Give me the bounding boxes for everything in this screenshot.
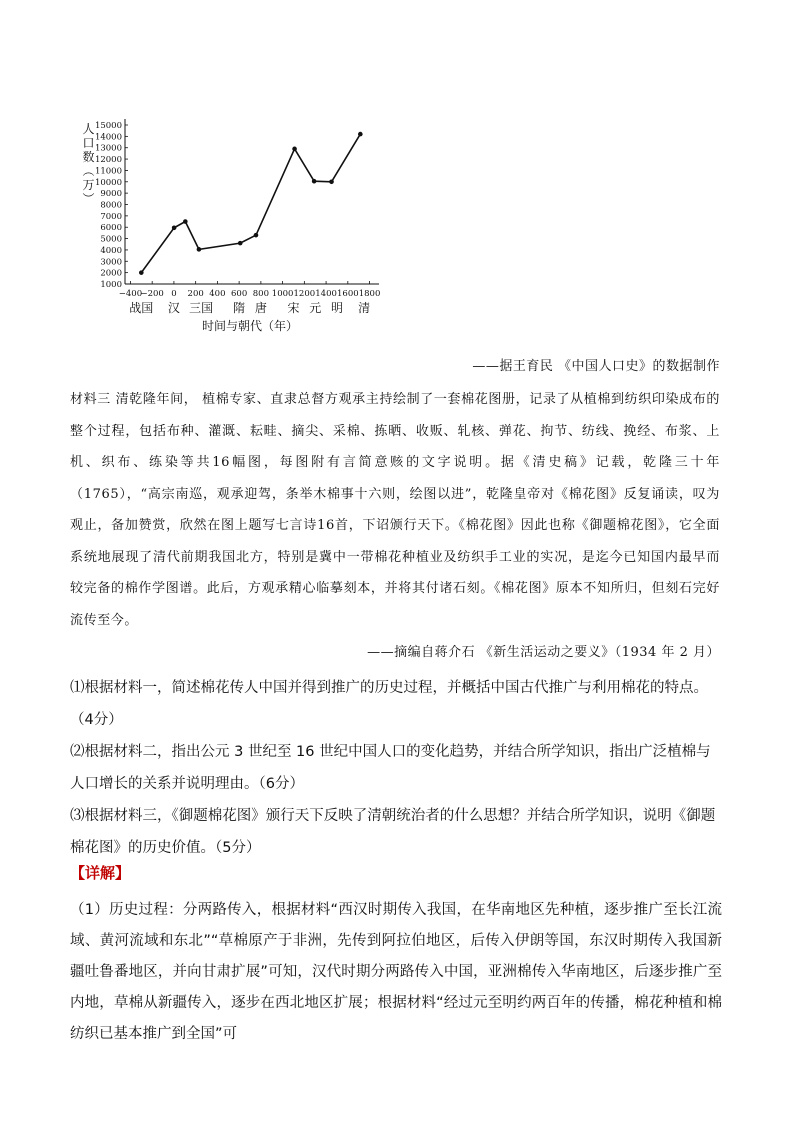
x-tick-label: 1800 (358, 289, 381, 299)
dynasty-label: 宋 (287, 301, 300, 315)
population-chart (70, 110, 400, 345)
y-tick-label: 1000 (100, 280, 122, 290)
chart-axes (125, 119, 379, 284)
population-line-chart (70, 110, 400, 345)
dynasty-label: 战国 (129, 301, 154, 315)
y-tick-label: 9000 (100, 189, 122, 200)
question-2: ⑵根据材料二，指出公元 3 世纪至 16 世纪中国人口的变化趋势，并结合所学知识，指出广泛植棉与人口增长的关系并说明理由。（6分） (70, 744, 711, 792)
y-tick-label: 6000 (100, 223, 122, 234)
analysis-body (70, 895, 722, 1050)
material-three: 材料三 清乾隆年间， 植棉专家、直隶总督方观承主持绘制了一套棉花图册，记录了从植棉到纺织印染成布的整个过程，包括布种、灌溉、耘畦、摘尖、采棉、拣晒、收贩、轧核、弹花、拘节、纺线、挽经、布浆、上机、织布、练染等共16幅图，每图附有言简意赅的文字说明。据《清史稿》记载，乾隆三十年（1765），“高宗南巡，观承迎驾，条举木棉事十六则，绘图以进”，乾隆皇帝对《棉花图》反复诵读，叹为观止，备加赞赏，欣然在图上题写七言诗16首，下诏颁行天下。《棉花图》因此也称《御题棉花图》，它全面系统地展现了清代前期我国北方，特别是冀中一带棉花种植业及纺织手工业的实况，是迄今已知国内最早而较完备的棉作学图谱。此后，方观承精心临摹刻本，并将其付诸石刻。《棉花图》原本不知所归，但刻石完好流传至今。 (70, 392, 720, 628)
chart-series (139, 132, 363, 275)
y-tick-label: 5000 (100, 234, 122, 245)
analysis-heading: 【详解】 (70, 864, 131, 882)
dynasty-label: 隋 (233, 301, 246, 315)
data-point (183, 219, 188, 224)
x-tick-label: 800 (252, 289, 269, 299)
x-tick-label: 1200 (293, 289, 316, 299)
data-point (139, 270, 144, 275)
y-tick-label: 3000 (100, 257, 122, 268)
y-tick-label: 10000 (94, 177, 122, 188)
question-1: ⑴根据材料一，简述棉花传人中国并得到推广的历史过程，并概括中国古代推广与利用棉花的特点。（4分） (70, 680, 708, 728)
data-point (172, 225, 177, 230)
dynasty-label: 汉 (167, 301, 180, 315)
x-tick-label: 1600 (337, 289, 359, 299)
material-source: ——摘编自蒋介石 《新生活运动之要义》（1934 年 2 月） (367, 645, 720, 660)
x-axis-label: 时间与朝代（年） (201, 319, 299, 333)
analysis-paragraph: （1）历史过程：分两路传入，根据材料“西汉时期传入我国，在华南地区先种植，逐步推广至长江流域、黄河流域和东北”“草棉原产于非洲，先传到阿拉伯地区，后传入伊朗等国，东汉时期传入我国新疆吐鲁番地区，并向甘肃扩展”可知，汉代时期分两路传入中国，亚洲棉传入华南地区，后逐步推广至内地，草棉从新疆传入，逐步在西北地区扩展；根据材料“经过元至明约两百年的传播，棉花种植和棉纺织已基本推广到全国”可 (70, 902, 722, 1042)
chart-source: ——据王育民 《中国人口史》的数据制作 (472, 359, 720, 374)
question-3: ⑶根据材料三，《御题棉花图》颁行天下反映了清朝统治者的什么思想？并结合所学知识，说明《御题棉花图》的历史价值。（5分） (70, 808, 716, 856)
y-tick-label: 13000 (94, 143, 122, 154)
data-point (238, 241, 243, 246)
dynasty-label: 明 (330, 301, 343, 315)
x-tick-label: −200 (140, 289, 164, 299)
y-tick-label: 12000 (94, 155, 122, 166)
y-tick-label: 11000 (94, 166, 122, 177)
chart-ticks (95, 121, 380, 315)
dynasty-label: 清 (358, 301, 371, 315)
y-tick-label: 7000 (100, 211, 122, 222)
x-tick-label: 200 (187, 289, 204, 299)
x-tick-label: 1400 (315, 289, 337, 299)
y-tick-label: 14000 (94, 132, 122, 143)
population-series-line (141, 134, 360, 273)
dynasty-label: 唐 (254, 301, 267, 315)
x-tick-label: 0 (171, 289, 177, 299)
data-point (292, 147, 297, 152)
y-axis-label: 人口数（万） (81, 122, 95, 207)
question-list (70, 672, 720, 864)
data-point (358, 132, 363, 137)
x-tick-label: 600 (231, 289, 248, 299)
y-tick-label: 4000 (100, 245, 122, 256)
y-tick-label: 15000 (94, 121, 122, 131)
y-tick-label: 8000 (100, 200, 122, 211)
x-tick-label: 400 (209, 289, 226, 299)
data-point (197, 247, 202, 252)
data-point (254, 233, 259, 238)
x-tick-label: −400 (118, 289, 143, 299)
dynasty-label: 元 (309, 301, 322, 315)
data-point (329, 179, 334, 184)
data-point (312, 179, 317, 184)
dynasty-label: 三国 (189, 301, 214, 315)
y-tick-label: 2000 (100, 268, 122, 279)
x-tick-label: 1000 (271, 289, 294, 299)
